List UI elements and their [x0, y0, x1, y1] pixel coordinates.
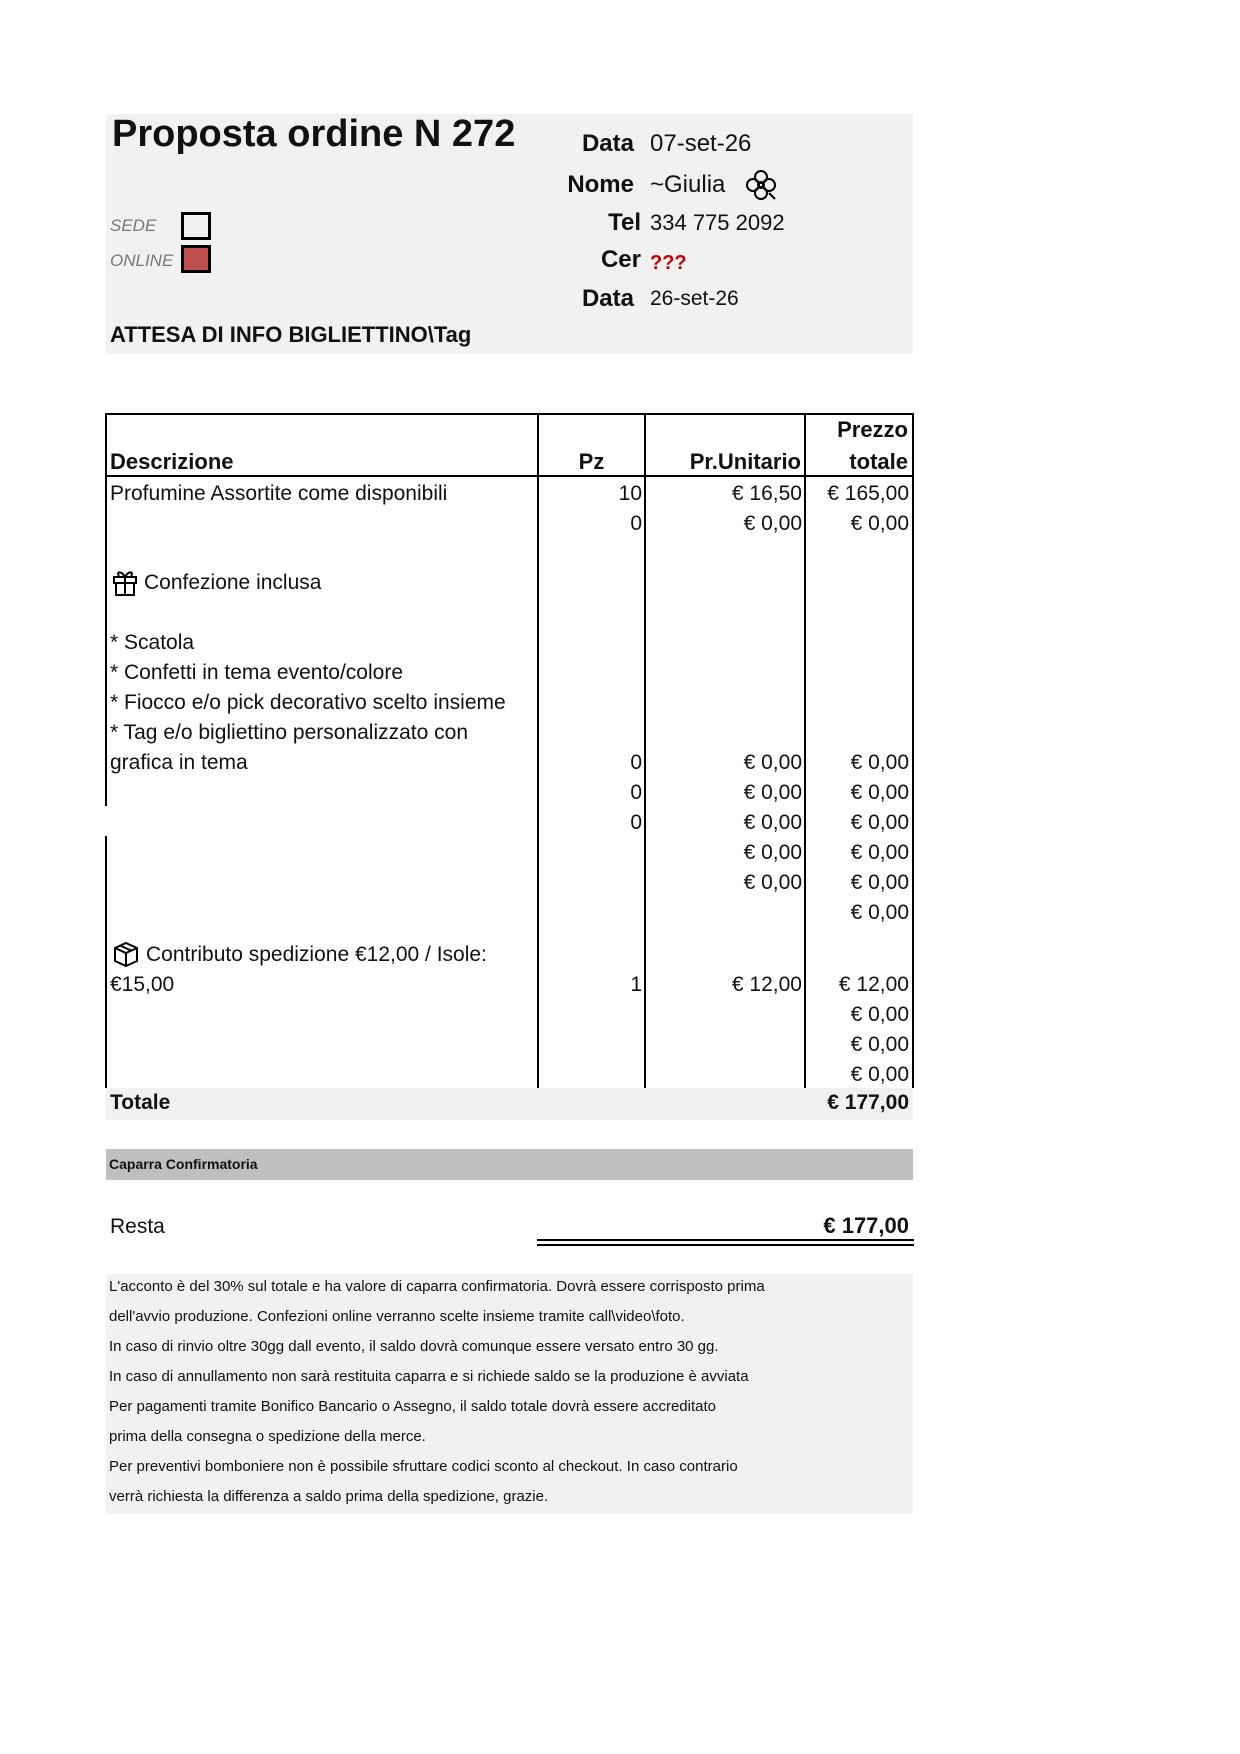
totale-label: Totale: [110, 1091, 171, 1114]
row-total: € 0,00: [850, 901, 909, 924]
nome-value: ~Giulia: [650, 171, 726, 198]
note-line: prima della consegna o spedizione della merce.: [109, 1428, 426, 1445]
nome-label: Nome: [567, 171, 634, 198]
row-total: € 0,00: [850, 751, 909, 774]
row-unit-price: € 0,00: [743, 751, 802, 774]
online-label: ONLINE: [110, 251, 174, 270]
row-pz: 0: [630, 751, 642, 774]
table-header-border: [105, 475, 914, 477]
row-unit-price: € 16,50: [731, 482, 802, 505]
desc-confezione: Confezione inclusa: [144, 571, 322, 594]
note-line: dell'avvio produzione. Confezioni online verranno scelte insieme tramite call\video\foto.: [109, 1308, 685, 1325]
table-top-border: [105, 413, 914, 415]
attesa-note: ATTESA DI INFO BIGLIETTINO\Tag: [110, 322, 472, 347]
header-prezzo: Prezzo: [837, 417, 908, 442]
totale-value: € 177,00: [827, 1091, 909, 1114]
row-unit-price: € 0,00: [743, 871, 802, 894]
header-pz: Pz: [578, 449, 605, 474]
online-checkbox[interactable]: [181, 245, 211, 273]
package-icon: [112, 940, 140, 968]
row-pz: 0: [630, 512, 642, 535]
row-total: € 0,00: [850, 1063, 909, 1086]
row-unit-price: € 0,00: [743, 781, 802, 804]
row-pz: 10: [618, 482, 642, 505]
row-total: € 0,00: [850, 1003, 909, 1026]
header-totale: totale: [849, 449, 908, 474]
desc-fiocco: * Fiocco e/o pick decorativo scelto insieme: [110, 691, 506, 714]
desc-spedizione-line2: €15,00: [110, 973, 175, 996]
row-unit-price: € 0,00: [743, 811, 802, 834]
data2-label: Data: [581, 285, 634, 312]
note-line: Per preventivi bomboniere non è possibile sfruttare codici sconto al checkout. In caso contrario: [109, 1458, 738, 1475]
cer-label: Cer: [600, 246, 641, 273]
tel-label: Tel: [608, 209, 641, 236]
row-pz: 0: [630, 811, 642, 834]
desc-tag-line2: grafica in tema: [110, 751, 248, 774]
resta-label: Resta: [110, 1215, 165, 1238]
row-total: € 0,00: [850, 781, 909, 804]
desc-tag-line1: * Tag e/o bigliettino personalizzato con: [110, 721, 469, 744]
header-pr-unitario: Pr.Unitario: [689, 449, 801, 474]
note-line: Per pagamenti tramite Bonifico Bancario o Assegno, il saldo totale dovrà essere accreditato: [109, 1398, 717, 1415]
row-total: € 12,00: [838, 973, 909, 996]
row-unit-price: € 0,00: [743, 841, 802, 864]
row-unit-price: € 0,00: [743, 512, 802, 535]
note-line: In caso di rinvio oltre 30gg dall evento, il saldo dovrà comunque essere versato entro 30 gg.: [109, 1338, 719, 1355]
flower-icon: [744, 168, 778, 202]
row-total: € 0,00: [850, 1033, 909, 1056]
desc-profumine: Profumine Assortite come disponibili: [110, 482, 448, 505]
sede-label: SEDE: [110, 216, 157, 235]
tel-value: 334 775 2092: [650, 210, 785, 235]
page-title: Proposta ordine N 272: [112, 113, 516, 155]
desc-confetti: * Confetti in tema evento/colore: [110, 661, 403, 684]
resta-underline-2: [537, 1244, 914, 1246]
header-descrizione: Descrizione: [110, 449, 234, 474]
cer-value: ???: [650, 252, 687, 274]
row-total: € 0,00: [850, 512, 909, 535]
row-pz: 0: [630, 781, 642, 804]
desc-spedizione-line1: Contributo spedizione €12,00 / Isole:: [146, 943, 487, 966]
row-total: € 0,00: [850, 871, 909, 894]
desc-scatola: * Scatola: [110, 631, 195, 654]
data2-value: 26-set-26: [650, 287, 739, 310]
caparra-label: Caparra Confirmatoria: [109, 1156, 258, 1172]
resta-underline-1: [537, 1239, 914, 1241]
sede-checkbox[interactable]: [181, 212, 211, 240]
table-right-border: [912, 413, 914, 1088]
row-total: € 165,00: [827, 482, 909, 505]
note-line: verrà richiesta la differenza a saldo prima della spedizione, grazie.: [109, 1488, 549, 1505]
table-left-border: [105, 413, 107, 806]
resta-value: € 177,00: [823, 1213, 909, 1238]
table-left-border-lower: [105, 836, 107, 1088]
row-total: € 0,00: [850, 841, 909, 864]
data-value: 07-set-26: [650, 130, 752, 157]
row-pz: 1: [630, 973, 642, 996]
data-label: Data: [581, 130, 634, 157]
note-line: L'acconto è del 30% sul totale e ha valore di caparra confirmatoria. Dovrà essere corrisposto prima: [109, 1278, 765, 1295]
row-total: € 0,00: [850, 811, 909, 834]
note-line: In caso di annullamento non sarà restituita caparra e si richiede saldo se la produzione è avviata: [109, 1368, 749, 1385]
row-unit-price: € 12,00: [731, 973, 802, 996]
gift-icon: [112, 568, 138, 596]
